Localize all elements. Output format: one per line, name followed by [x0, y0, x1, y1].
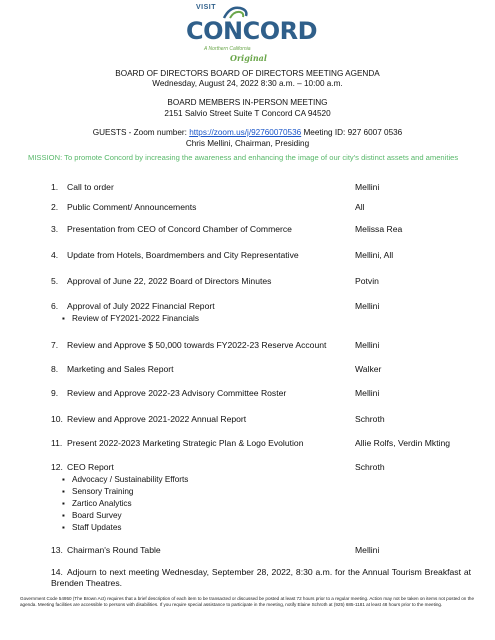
item-text: Present 2022-2023 Marketing Strategic Plan & Logo Evolution	[67, 438, 304, 448]
item-presenter: Mellini	[355, 545, 380, 555]
sub-item: ▪ Staff Updates	[72, 522, 121, 533]
item-text: Review and Approve 2022-23 Advisory Committee Roster	[67, 388, 287, 398]
meeting-id: Meeting ID: 927 6007 0536	[301, 128, 403, 137]
item-number: 12.	[51, 462, 63, 472]
item-number: 1.	[51, 182, 59, 192]
item-presenter: Schroth	[355, 414, 385, 424]
adjourn-text: Adjourn to next meeting Wednesday, September 28, 2022, 8:30 a.m. for the Annual Tourism Breakfast at Brenden Theatres.	[51, 567, 471, 588]
item-text: Review and Approve $ 50,000 towards FY2022-23 Reserve Account	[67, 340, 327, 350]
agenda-item	[51, 364, 351, 375]
item-presenter: Allie Rolfs, Verdin Mkting	[355, 438, 451, 448]
item-presenter: Melissa Rea	[355, 224, 403, 234]
agenda-item	[51, 202, 351, 213]
logo-tagline: A Northern California	[204, 46, 251, 52]
agenda-item	[51, 182, 351, 193]
item-text: Approval of June 22, 2022 Board of Directors Minutes	[67, 276, 272, 286]
sub-item: ▪ Zartico Analytics	[72, 498, 132, 509]
agenda-item	[51, 224, 351, 235]
agenda-item	[51, 438, 351, 449]
item-text: Update from Hotels, Boardmembers and City Representative	[67, 250, 299, 260]
meeting-datetime: Wednesday, August 24, 2022 8:30 a.m. – 10:00 a.m.	[152, 79, 343, 88]
item-presenter: Potvin	[355, 276, 379, 286]
item-number: 6.	[51, 301, 59, 311]
item-number: 13.	[51, 545, 63, 555]
meeting-address: 2151 Salvio Street Suite T Concord CA 94520	[164, 109, 331, 118]
item-number: 4.	[51, 250, 59, 260]
item-text: Public Comment/ Announcements	[67, 202, 197, 212]
item-presenter: All	[355, 202, 365, 212]
meeting-type: BOARD MEMBERS IN-PERSON MEETING	[167, 98, 328, 107]
agenda-item	[51, 276, 351, 287]
guests-line	[0, 128, 495, 138]
brown-act-footer: Government Code 54950 (The Brown Act) requires that a brief description of each item to be transacted or discussed be posted at least 72 hours prior to a regular meeting. Action may not be taken on items not posted on the agenda. Meeting facilities are accessible to persons with disabilities. If you require special assistance to participate in the meeting, notify Elaine Schroth at (925) 685-1181 at least 48 hours prior to the meeting.	[20, 596, 475, 607]
agenda-item	[51, 340, 351, 351]
item-number: 10.	[51, 414, 63, 424]
agenda-item	[51, 388, 351, 399]
item-text: Presentation from CEO of Concord Chamber of Commerce	[67, 224, 292, 234]
item-number: 7.	[51, 340, 59, 350]
item-number: 8.	[51, 364, 59, 374]
sub-item: ▪ Advocacy / Sustainability Efforts	[72, 474, 188, 485]
logo-original: Original	[230, 53, 267, 63]
item-number: 5.	[51, 276, 59, 286]
logo-wordmark: CONCORD	[186, 17, 318, 45]
item-number: 3.	[51, 224, 59, 234]
agenda-item	[51, 301, 351, 312]
item-number: 2.	[51, 202, 59, 212]
item-number: 9.	[51, 388, 59, 398]
chair-line: Chris Mellini, Chairman, Presiding	[185, 139, 310, 148]
visit-concord-logo	[182, 4, 318, 64]
sub-item: ▪ Sensory Training	[72, 486, 133, 497]
item-text: CEO Report	[67, 462, 114, 472]
item-number: 14.	[51, 567, 63, 577]
item-presenter: Walker	[355, 364, 382, 374]
agenda-item	[51, 545, 351, 556]
item-number: 11.	[51, 438, 63, 448]
guests-label: GUESTS - Zoom number:	[92, 128, 190, 137]
item-presenter: Mellini	[355, 340, 380, 350]
agenda-item	[51, 250, 351, 261]
mission-statement: MISSION: To promote Concord by increasing the awareness and enhancing the image of our city's distinct assets and amenities	[28, 153, 459, 162]
item-text: Approval of July 2022 Financial Report	[67, 301, 215, 311]
item-text: Marketing and Sales Report	[67, 364, 174, 374]
item-text: Call to order	[67, 182, 114, 192]
agenda-title: BOARD OF DIRECTORS BOARD OF DIRECTORS MEETING AGENDA	[115, 69, 380, 78]
item-presenter: Schroth	[355, 462, 385, 472]
item-presenter: Mellini	[355, 388, 380, 398]
sub-item: ▪ Review of FY2021-2022 Financials	[72, 313, 199, 324]
agenda-item	[51, 462, 351, 473]
adjourn-item	[51, 567, 471, 589]
item-text: Chairman's Round Table	[67, 545, 161, 555]
sub-item: ▪ Board Survey	[72, 510, 122, 521]
item-presenter: Mellini, All	[355, 250, 394, 260]
item-presenter: Mellini	[355, 182, 380, 192]
item-text: Review and Approve 2021-2022 Annual Report	[67, 414, 247, 424]
item-presenter: Mellini	[355, 301, 380, 311]
logo-visit-text: VISIT	[196, 4, 217, 11]
agenda-item	[51, 414, 351, 425]
zoom-link[interactable]: https://zoom.us/j/92760070536	[189, 128, 302, 137]
